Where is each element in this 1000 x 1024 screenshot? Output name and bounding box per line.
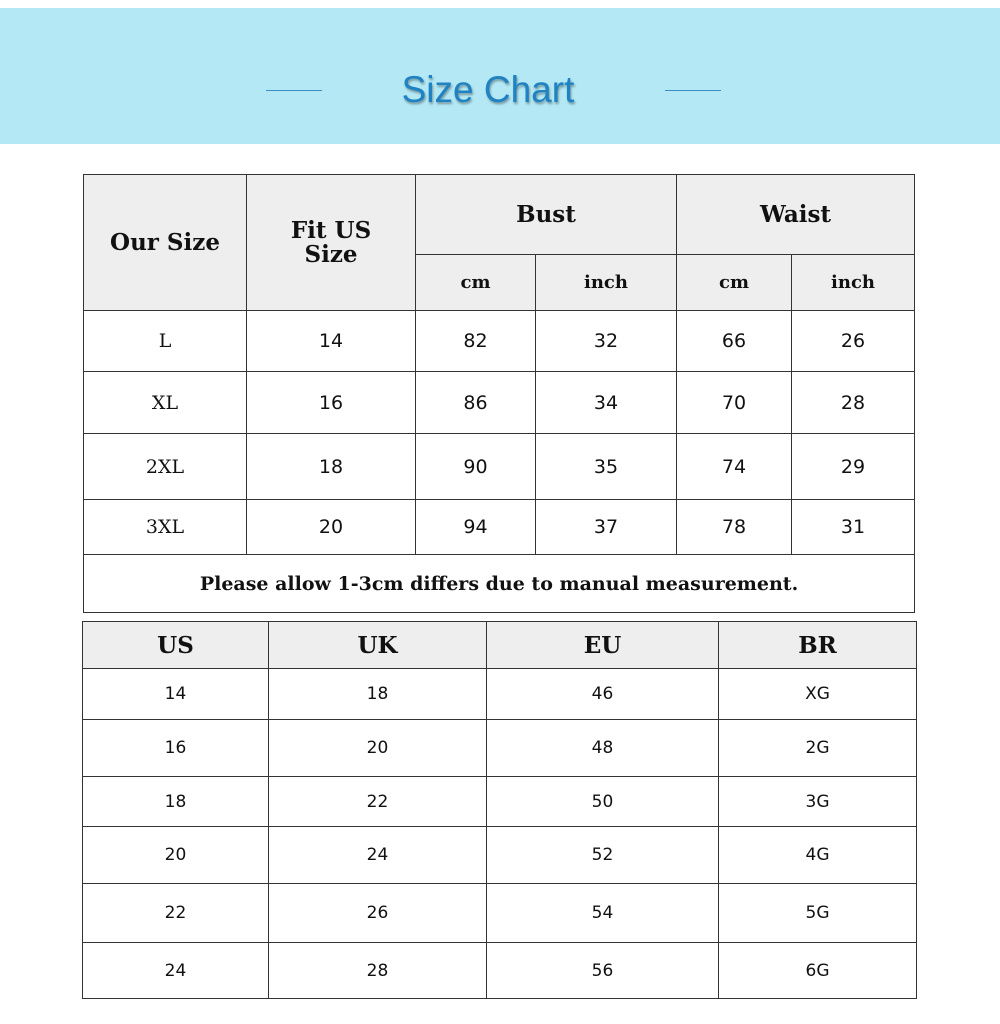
br-cell: XG <box>719 669 917 720</box>
table-row <box>83 669 917 720</box>
us-cell: 16 <box>83 720 269 777</box>
fit-us-cell: 20 <box>247 500 416 555</box>
table-row <box>84 500 915 555</box>
br-cell: 2G <box>719 720 917 777</box>
table-row <box>84 372 915 434</box>
br-cell: 6G <box>719 943 917 999</box>
header-banner <box>0 8 1000 144</box>
size-measurement-table <box>83 174 915 613</box>
waist-cm-cell: 70 <box>677 372 792 434</box>
eu-cell: 46 <box>487 669 719 720</box>
table-row <box>83 943 917 999</box>
bust-inch-cell: 34 <box>536 372 677 434</box>
uk-cell: 20 <box>269 720 487 777</box>
our-size-cell: XL <box>84 372 247 434</box>
table-row <box>84 311 915 372</box>
size-conversion-table <box>82 621 917 999</box>
header-eu: EU <box>487 622 719 669</box>
eu-cell: 56 <box>487 943 719 999</box>
bust-inch-cell: 35 <box>536 434 677 500</box>
uk-cell: 22 <box>269 777 487 827</box>
bust-inch-cell: 37 <box>536 500 677 555</box>
br-cell: 3G <box>719 777 917 827</box>
header-our-size: Our Size <box>84 175 247 311</box>
waist-inch-cell: 26 <box>792 311 915 372</box>
header-waist-cm: cm <box>677 255 792 311</box>
uk-cell: 28 <box>269 943 487 999</box>
fit-us-cell: 16 <box>247 372 416 434</box>
waist-inch-cell: 28 <box>792 372 915 434</box>
page-title: Size Chart <box>401 69 575 110</box>
waist-inch-cell: 29 <box>792 434 915 500</box>
header-waist-inch: inch <box>792 255 915 311</box>
table-row <box>83 827 917 884</box>
eu-cell: 52 <box>487 827 719 884</box>
header-bust-cm: cm <box>416 255 536 311</box>
waist-cm-cell: 78 <box>677 500 792 555</box>
us-cell: 18 <box>83 777 269 827</box>
header-uk: UK <box>269 622 487 669</box>
waist-inch-cell: 31 <box>792 500 915 555</box>
br-cell: 4G <box>719 827 917 884</box>
uk-cell: 18 <box>269 669 487 720</box>
header-bust: Bust <box>416 175 677 255</box>
table-row <box>83 884 917 943</box>
table-row <box>83 720 917 777</box>
waist-cm-cell: 74 <box>677 434 792 500</box>
table-row <box>83 777 917 827</box>
eu-cell: 54 <box>487 884 719 943</box>
uk-cell: 26 <box>269 884 487 943</box>
header-us: US <box>83 622 269 669</box>
table-row <box>84 434 915 500</box>
uk-cell: 24 <box>269 827 487 884</box>
header-fit-us-size: Fit US Size <box>247 175 416 311</box>
us-cell: 14 <box>83 669 269 720</box>
bust-inch-cell: 32 <box>536 311 677 372</box>
header-waist: Waist <box>677 175 915 255</box>
eu-cell: 48 <box>487 720 719 777</box>
bust-cm-cell: 86 <box>416 372 536 434</box>
title-rule-right <box>665 90 721 91</box>
br-cell: 5G <box>719 884 917 943</box>
measurement-note: Please allow 1-3cm differs due to manual measurement. <box>84 555 915 613</box>
our-size-cell: L <box>84 311 247 372</box>
us-cell: 20 <box>83 827 269 884</box>
header-bust-inch: inch <box>536 255 677 311</box>
bust-cm-cell: 94 <box>416 500 536 555</box>
eu-cell: 50 <box>487 777 719 827</box>
us-cell: 22 <box>83 884 269 943</box>
fit-us-cell: 14 <box>247 311 416 372</box>
bust-cm-cell: 90 <box>416 434 536 500</box>
bust-cm-cell: 82 <box>416 311 536 372</box>
header-br: BR <box>719 622 917 669</box>
our-size-cell: 3XL <box>84 500 247 555</box>
waist-cm-cell: 66 <box>677 311 792 372</box>
our-size-cell: 2XL <box>84 434 247 500</box>
fit-us-cell: 18 <box>247 434 416 500</box>
us-cell: 24 <box>83 943 269 999</box>
